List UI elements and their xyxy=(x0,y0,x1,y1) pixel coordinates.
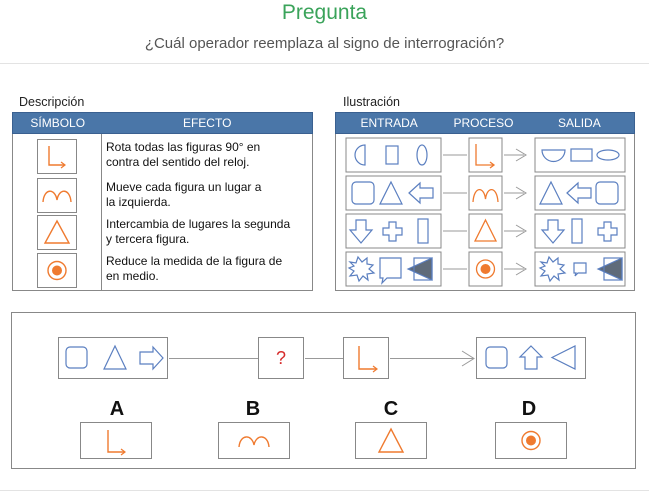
illustration-grid xyxy=(336,134,634,290)
col-process: PROCESO xyxy=(453,116,514,130)
effect-text: Mueve cada figura un lugar a xyxy=(106,180,262,194)
option-d-button[interactable] xyxy=(495,422,567,459)
shrink-icon xyxy=(496,423,566,458)
question-input-box xyxy=(58,337,168,379)
question-text: ¿Cuál operador reemplaza al signo de interrogración? xyxy=(144,35,505,52)
illustration-table-header xyxy=(335,112,635,134)
option-c-letter: C xyxy=(383,398,399,420)
effect-text: y tercera figura. xyxy=(106,232,190,246)
rotate-icon xyxy=(344,338,388,378)
connector-line xyxy=(169,358,258,359)
option-a-letter: A xyxy=(109,398,125,420)
rotate-operator-box xyxy=(343,337,389,379)
shift-icon xyxy=(37,178,77,213)
description-caption: Descripción xyxy=(19,95,85,109)
swap-icon xyxy=(356,423,426,458)
footer-divider xyxy=(0,490,649,491)
option-c-button[interactable] xyxy=(355,422,427,459)
effect-text: Rota todas las figuras 90° en xyxy=(106,140,261,154)
page-title: Pregunta xyxy=(281,1,368,24)
unknown-operator-box xyxy=(258,337,304,379)
swap-icon xyxy=(37,215,77,250)
effect-text: contra del sentido del reloj. xyxy=(106,155,250,169)
col-effect: EFECTO xyxy=(182,116,232,130)
effect-text: Reduce la medida de la figura de xyxy=(106,254,283,268)
col-output: SALIDA xyxy=(558,116,601,130)
description-table-header xyxy=(12,112,313,134)
shift-icon xyxy=(219,423,289,458)
col-symbol: SÍMBOLO xyxy=(30,116,86,130)
effect-row-3 xyxy=(106,217,290,247)
rotate-icon xyxy=(81,423,151,458)
effect-row-2 xyxy=(106,180,261,210)
connector-line xyxy=(305,358,343,359)
question-output-box xyxy=(476,337,586,379)
shrink-icon xyxy=(37,253,77,288)
effect-text: Intercambia de lugares la segunda xyxy=(106,217,291,231)
effect-text: en medio. xyxy=(106,269,159,283)
effect-text: la izquierda. xyxy=(106,195,171,209)
effect-row-4 xyxy=(106,254,282,284)
col-input: ENTRADA xyxy=(360,116,418,130)
question-mark: ? xyxy=(275,348,286,368)
option-b-letter: B xyxy=(245,398,261,420)
divider xyxy=(0,63,649,64)
option-b-button[interactable] xyxy=(218,422,290,459)
option-a-button[interactable] xyxy=(80,422,152,459)
result-arrow xyxy=(390,350,476,367)
option-d-letter: D xyxy=(521,398,537,420)
illustration-caption: Ilustración xyxy=(343,95,400,109)
effect-row-1 xyxy=(106,140,260,170)
rotate-icon xyxy=(37,139,77,174)
column-divider xyxy=(101,134,102,290)
illustration-table-body xyxy=(335,134,635,291)
